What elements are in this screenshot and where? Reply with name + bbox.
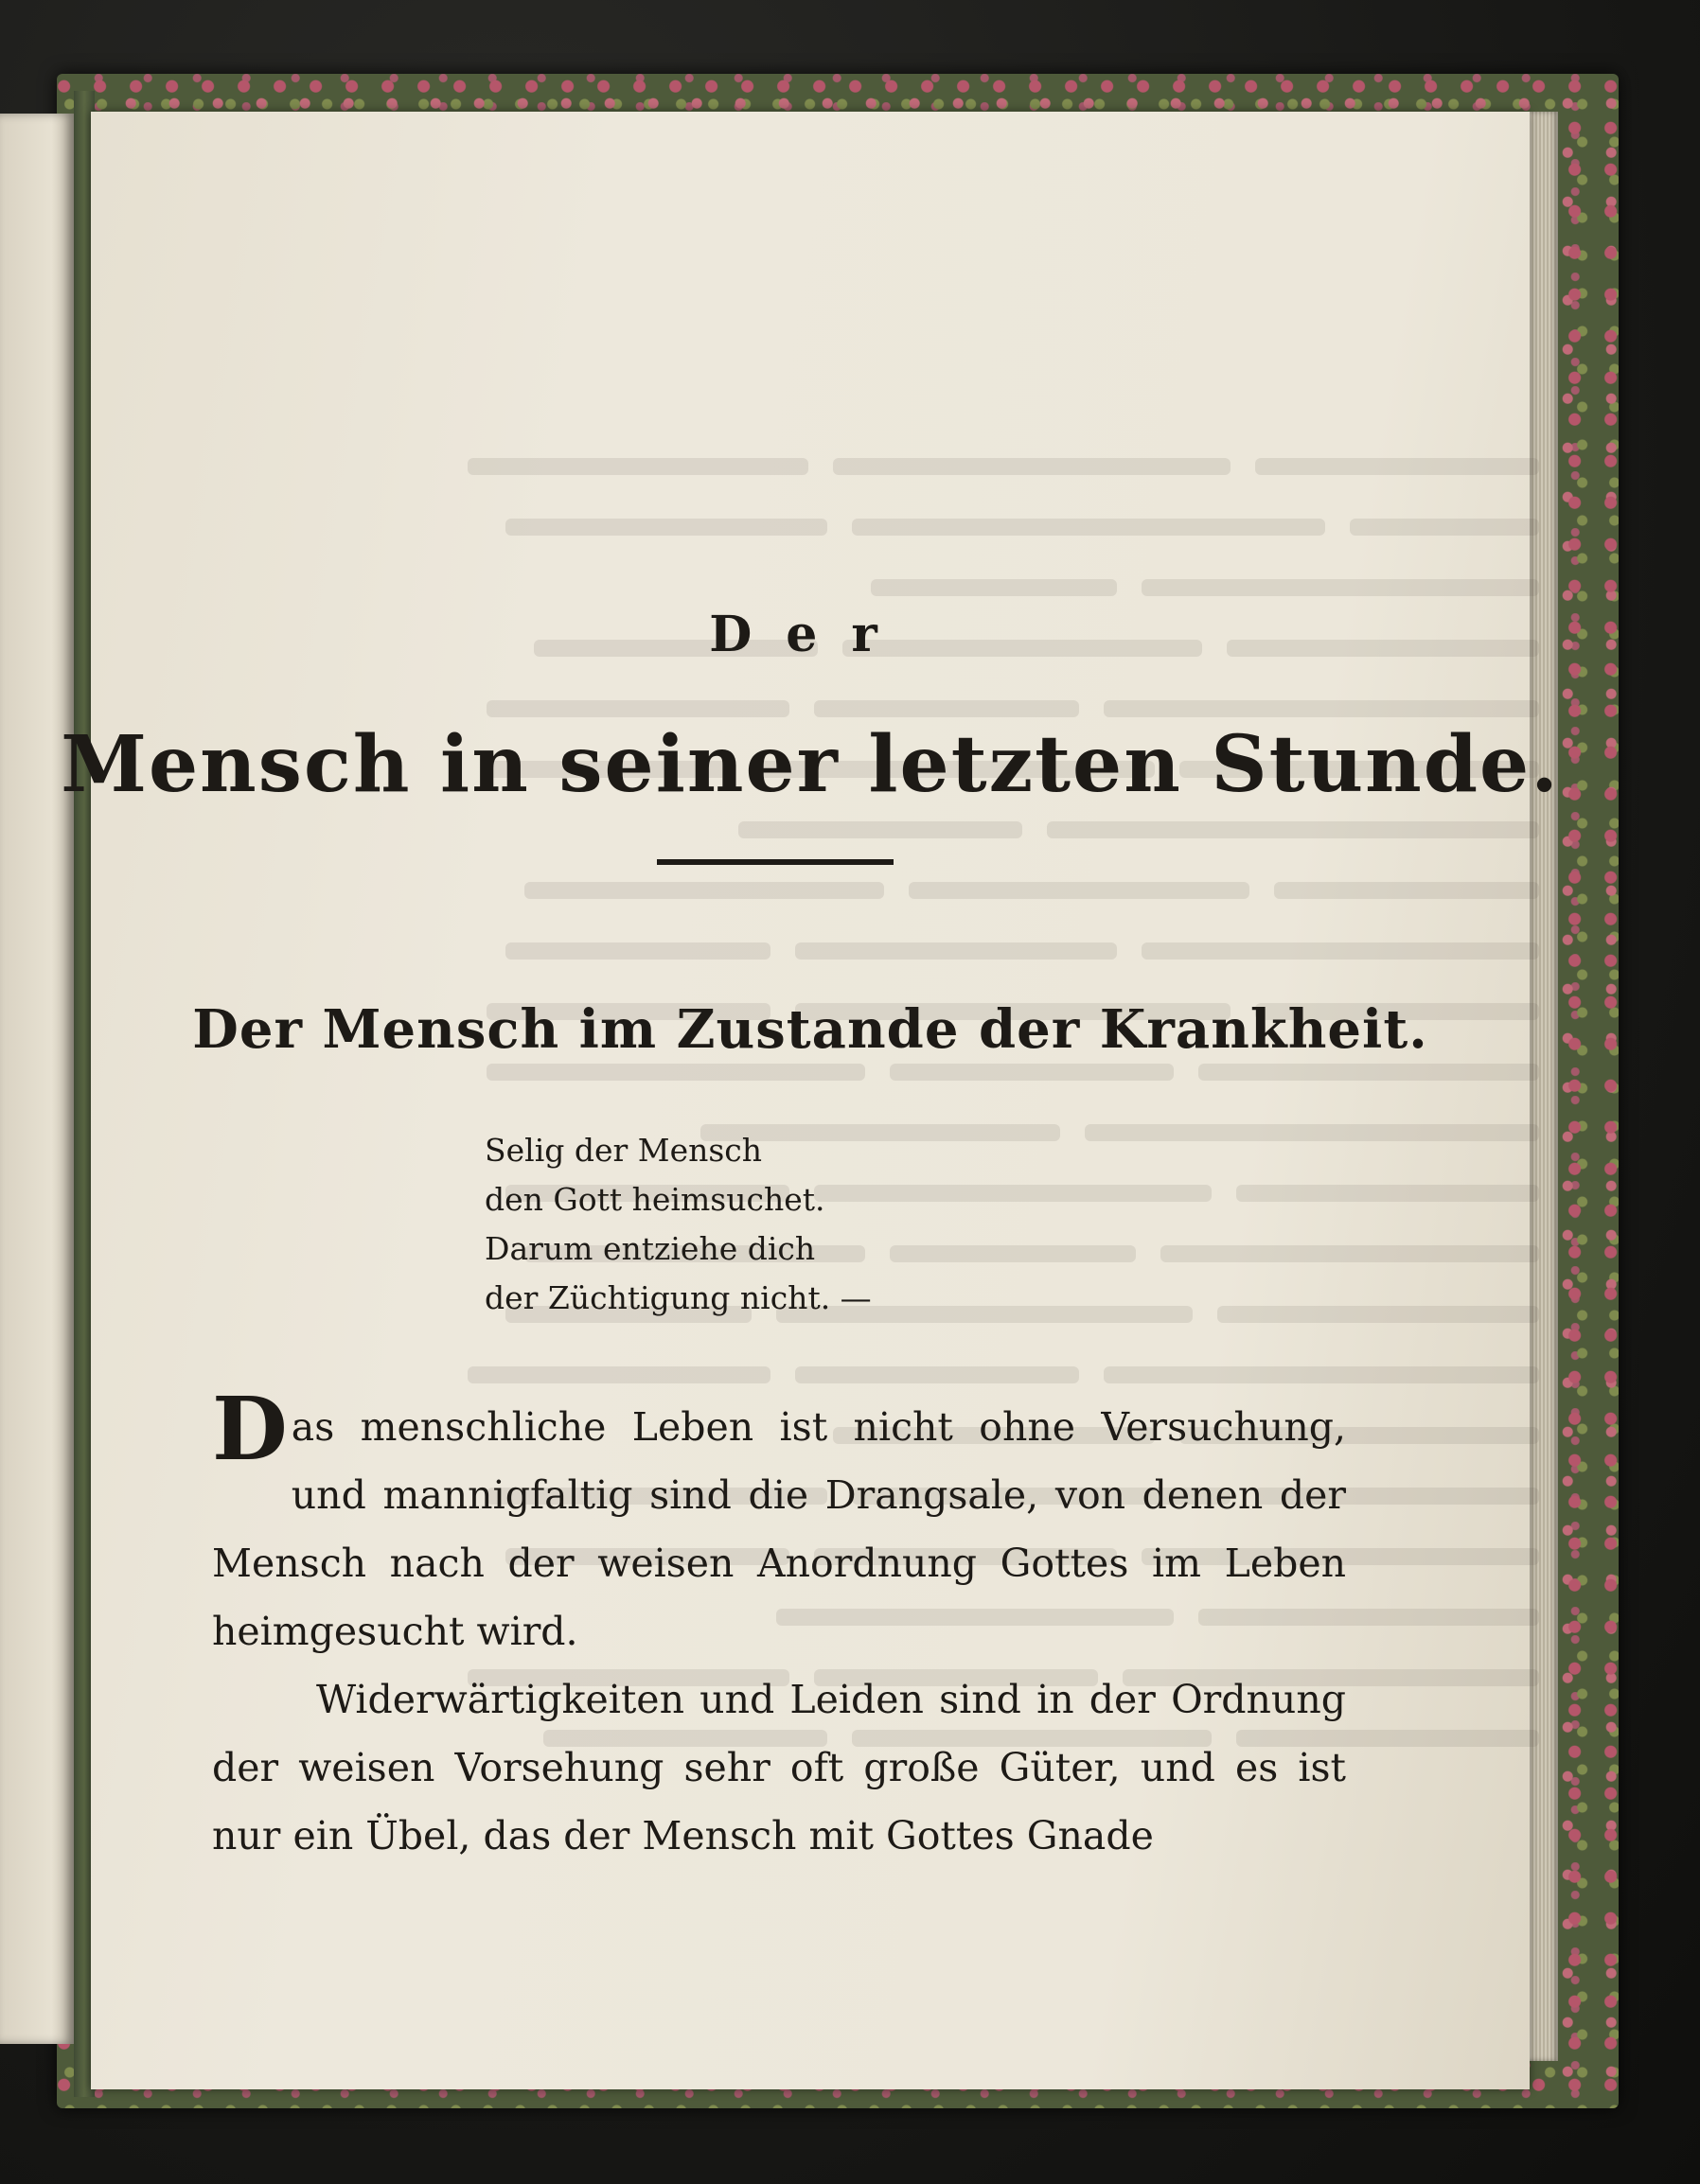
title-rule	[657, 859, 894, 865]
paragraph: Widerwärtigkeiten und Leiden sind in der Ordnung der weisen Vorsehung sehr oft große Güter, und es ist nur ein Übel, das der Mensch mit Gottes Gnade	[212, 1677, 1346, 1858]
body-text	[212, 1378, 1346, 1870]
motto-line: den Gott heimsuchet.	[485, 1181, 825, 1218]
motto-verse	[485, 1126, 1147, 1323]
paragraph	[212, 1378, 1346, 1665]
chapter-title: Mensch in seiner letzten Stunde.	[61, 719, 1560, 810]
paragraph-text: as menschliche Leben ist nicht ohne Versuchung, und mannigfaltig sind die Drangsale, von denen der Mensch nach der weisen Anordnung Gottes im Leben heimgesucht wird.	[212, 1404, 1346, 1654]
drop-cap: D	[212, 1378, 288, 1480]
motto-line: Darum entziehe dich	[485, 1230, 816, 1267]
previous-page-edge	[0, 114, 74, 2044]
heading-article: Der	[709, 606, 912, 663]
motto-line: Selig der Mensch	[485, 1132, 763, 1169]
section-subtitle: Der Mensch im Zustande der Krankheit.	[192, 998, 1428, 1061]
motto-line: der Züchtigung nicht. —	[485, 1279, 872, 1316]
